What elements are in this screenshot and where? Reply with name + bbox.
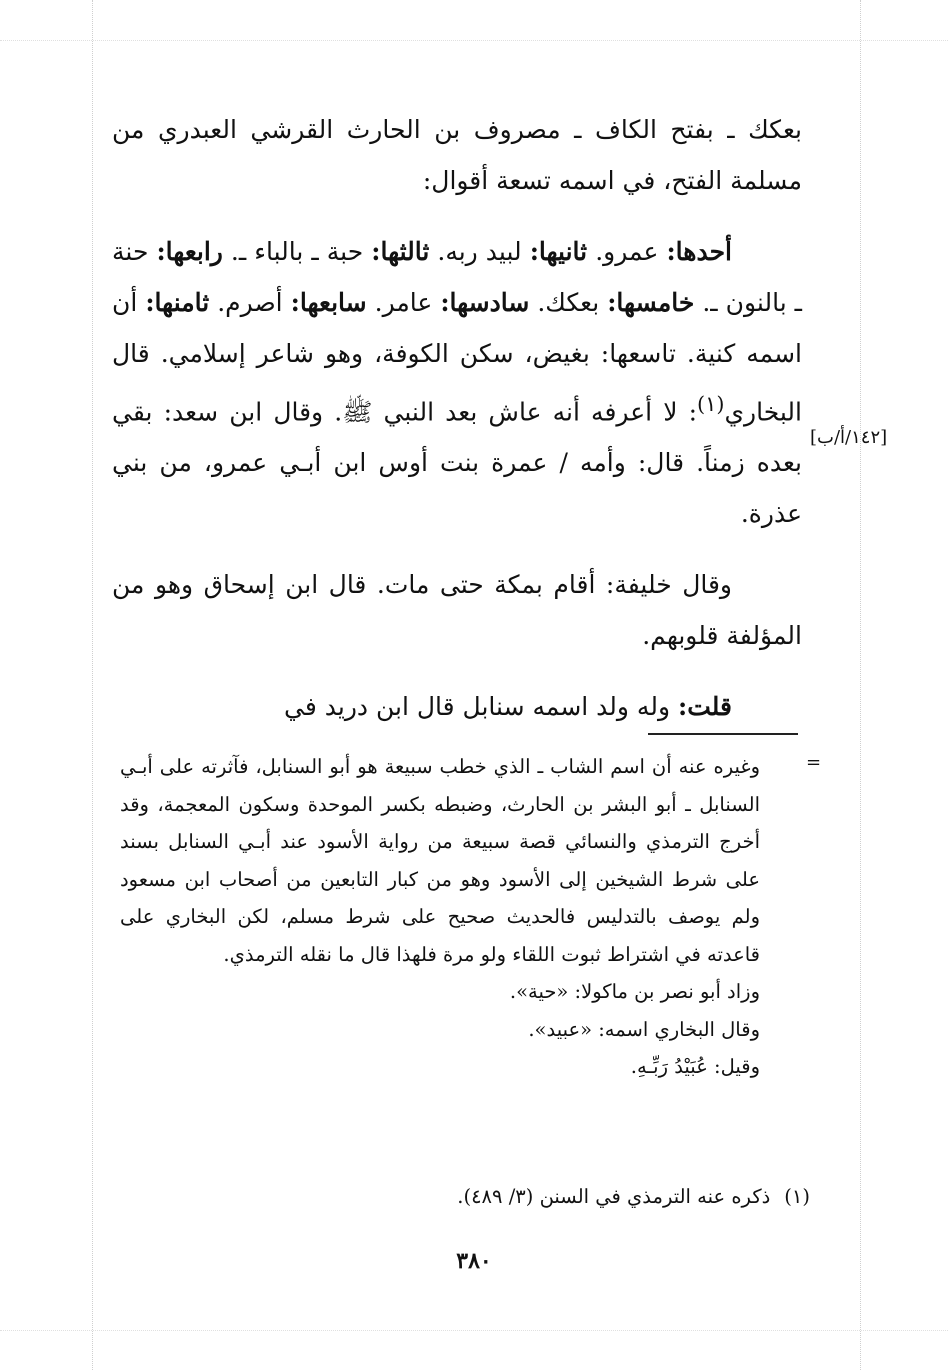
note-line: وقال البخاري اسمه: «عبيد».: [528, 1017, 760, 1041]
note-line: وقيل: عُبَيْدُ رَبِّـهِ.: [630, 1055, 760, 1078]
footnote-number: (١): [784, 1185, 810, 1208]
label: خامسها:: [607, 288, 695, 317]
footnote-continuation: [120, 748, 760, 1086]
label: سادسها:: [440, 288, 530, 317]
paragraph: قلت: وله ولد اسمه سنابل قال ابن دريد في: [284, 692, 732, 722]
label: رابعها:: [156, 237, 223, 266]
note-line: وزاد أبو نصر بن ماكولا: «حية».: [509, 980, 760, 1003]
label: ثانيها:: [529, 237, 588, 266]
scan-guide-line: [860, 0, 861, 1370]
footnote-ref[interactable]: (١): [697, 392, 725, 416]
label: سابعها:: [290, 288, 367, 317]
paragraph: وقال خليفة: أقام بمكة حتى مات. قال ابن إسحاق وهو من المؤلفة قلوبهم.: [112, 570, 802, 651]
label: أحدها:: [666, 237, 732, 266]
footnote-separator: [648, 733, 798, 735]
label: ثالثها:: [371, 237, 430, 266]
continuation-mark: =: [806, 752, 822, 773]
paragraph: أحدها: عمرو. ثانيها: لبيد ربه. ثالثها: حبة ـ بالباء ـ. رابعها: حنة ـ بالنون ـ. خامسها: بعكك. سادسها: عامر. سابعها: أصرم. ثامنها: أن اسمه كنية. تاسعها: بغيض، سكن الكوفة، وهو شاعر إسلامي. قال البخاري$^{(١)}$: لا أعرفه أنه عاش بعد النبي ﷺ. وقال ابن سعد: بقي بعده زمناً. قال: وأمه / عمرة بنت أوس ابن أبـي عمرو، من بني عذرة.: [112, 237, 802, 529]
main-text: [112, 104, 802, 732]
note-paragraph: وغيره عنه أن اسم الشاب ـ الذي خطب سبيعة هو أبو السنابل، فآثرته على أبـي السنابل ـ أبو البشر بن الحارث، وضبطه بكسر الموحدة وسكون المعجمة، وقد أخرج الترمذي والنسائي قصة سبيعة من رواية الأسود عند أبـي السنابل بسند على شرط الشيخين إلى الأسود وهو من كبار التابعين من أصحاب ابن مسعود ولم يوصف بالتدليس فالحديث صحيح على شرط مسلم، لكن البخاري على قاعدته في اشتراط ثبوت اللقاء ولو مرة فلهذا قال ما نقله الترمذي.: [120, 755, 760, 966]
footnote-text: ذكره عنه الترمذي في السنن (٣/ ٤٨٩).: [457, 1185, 771, 1208]
label: ثامنها:: [145, 288, 210, 317]
scan-guide-line: [0, 40, 948, 41]
scan-guide-line: [92, 0, 93, 1370]
footnote: [380, 1178, 810, 1215]
scan-guide-line: [0, 1330, 948, 1331]
paragraph: بعكك ـ بفتح الكاف ـ مصروف بن الحارث القرشي العبدري من مسلمة الفتح، في اسمه تسعة أقوال:: [112, 115, 802, 195]
page-number: ٣٨٠: [456, 1248, 492, 1274]
manuscript-folio-note: [١٤٢/أ/ب]: [810, 427, 888, 448]
label: قلت:: [677, 692, 732, 722]
